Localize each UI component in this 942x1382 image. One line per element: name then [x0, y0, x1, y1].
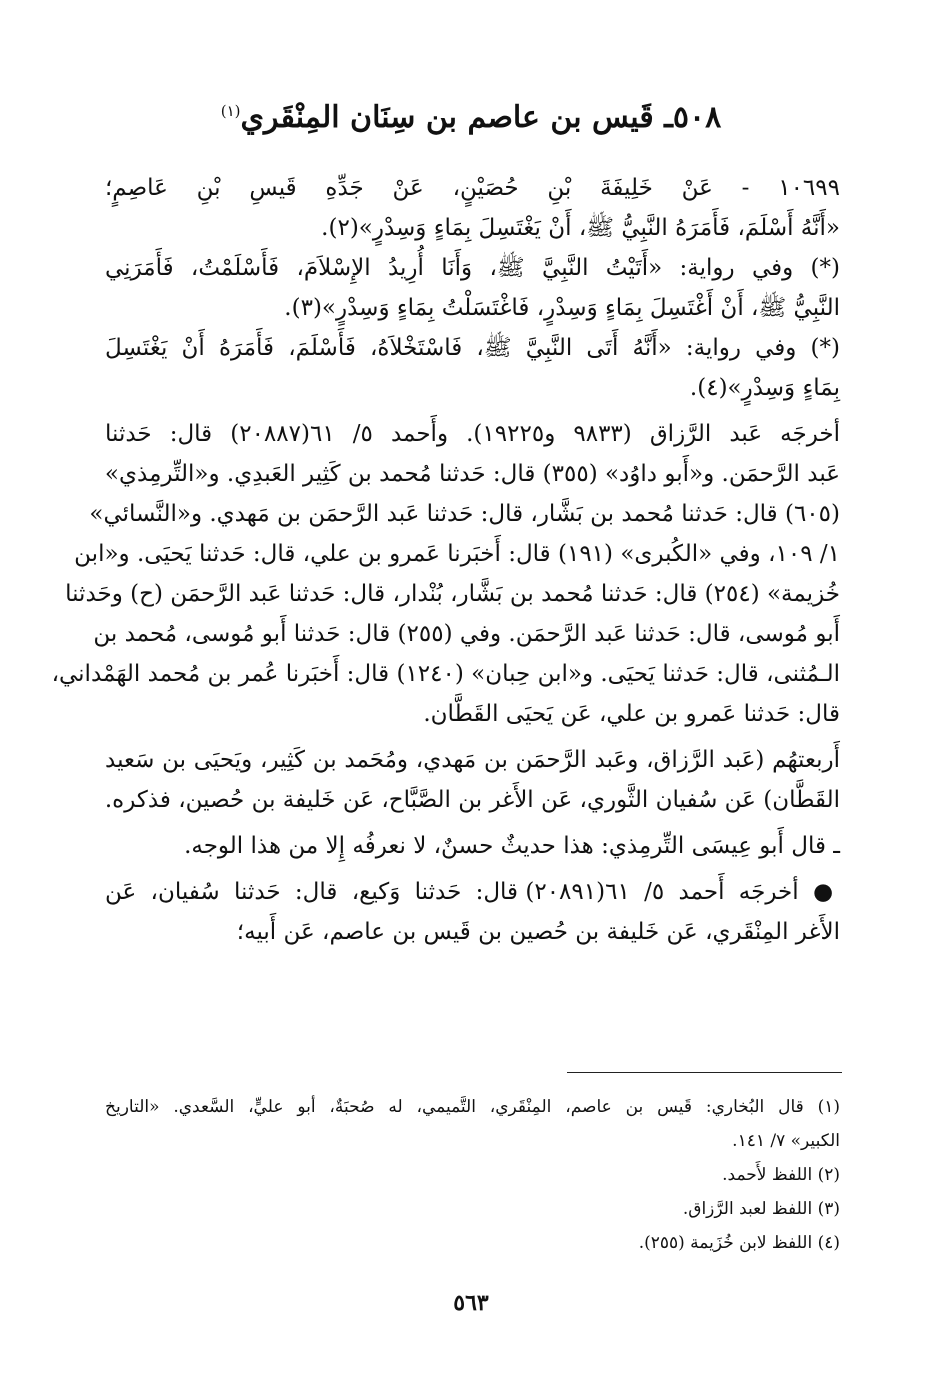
paragraph: [105, 168, 840, 248]
footnote: [105, 1090, 840, 1158]
text-line: النَّبِيُّ ﷺ، أَنْ أَغْتَسِلَ بِمَاءٍ وَسِدْرٍ، فَاغْتَسَلْتُ بِمَاءٍ وَسِدْرٍ»(٣).: [284, 295, 840, 321]
text-line: الأَغر المِنْقَري، عَن خَليفة بن حُصين بن قَيس بن عاصم، عَن أَبيه؛: [236, 919, 840, 945]
text-line: الكبير» ٧/ ١٤١.: [732, 1131, 840, 1151]
footnote-divider: [567, 1072, 842, 1073]
text-line: أَبو مُوسى، قال: حَدثنا عَبد الرَّحمَن. وفي (٢٥٥) قال: حَدثنا أَبو مُوسى، مُحمد بن: [93, 621, 840, 647]
footnote: [105, 1192, 840, 1226]
text-line: ١/ ١٠٩، وفي «الكُبرى» (١٩١) قال: أَخبَرنا عَمرو بن علي، قال: حَدثنا يَحيَى. و«ابن: [74, 541, 840, 567]
text-line: (٦٠٥) قال: حَدثنا مُحمد بن بَشَّار، قال: حَدثنا عَبد الرَّحمَن بن مَهدي. و«النَّسائي»: [89, 501, 840, 527]
paragraph: [105, 872, 840, 952]
text-line: (٣) اللفظ لعبد الرَّزاق.: [682, 1199, 840, 1219]
paragraph: [105, 740, 840, 820]
text-line: (٤) اللفظ لابن خُزَيمة (٢٥٥).: [638, 1233, 840, 1253]
paragraph: [105, 328, 840, 408]
paragraph: [105, 248, 840, 328]
main-text: [51, 168, 841, 958]
text-line: الـمُثنى، قال: حَدثنا يَحيَى. و«ابن حِبان» (١٢٤٠) قال: أَخبَرنا عُمر بن مُحمد الهَمْداني،: [51, 661, 840, 687]
text-line: أَربعتهُم (عَبد الرَّزاق، وعَبد الرَّحمَن بن مَهدي، ومُحَمد بن كَثِير، ويَحيَى بن سَعيد: [105, 747, 840, 773]
footnotes: [105, 1090, 840, 1260]
text-line: «أَنَّهُ أَسْلَمَ، فَأَمَرَهُ النَّبِيُّ ﷺ، أَنْ يَغْتَسِلَ بِمَاءٍ وَسِدْرٍ»(٢).: [321, 215, 840, 241]
text-line: القَطَّان) عَن سُفيان الثَّوري، عَن الأَغر بن الصَّبَّاح، عَن خَليفة بن حُصين، فذكره.: [104, 787, 840, 813]
spacer: [105, 952, 840, 958]
footnote-ref: (١): [220, 102, 241, 120]
paragraph: [51, 414, 840, 734]
text-line: قال: حَدثنا عَمرو بن علي، عَن يَحيَى القَطَّان.: [423, 701, 840, 727]
text-line: ● أخرجَه أَحمد ٥/ ٦١(٢٠٨٩١) قال: حَدثنا وَكيع، قال: حَدثنا سُفيان، عَن: [105, 879, 841, 905]
footnote: [105, 1226, 840, 1260]
text-line: أخرجَه عَبد الرَّزاق (٩٨٣٣ و١٩٢٢٥). وأَحمد ٥/ ٦١(٢٠٨٨٧) قال: حَدثنا: [105, 421, 840, 447]
text-line: (*) وفي رواية: «أَنَّهُ أَتَى النَّبِيَّ ﷺ، فَاسْتَخْلاَهُ، فَأَسْلَمَ، فَأَمَرَهُ أَنْ يَغْتَسِلَ: [105, 335, 840, 361]
text-line: ١٠٦٩٩ - عَنْ خَلِيفَةَ بْنِ حُصَيْنٍ، عَنْ جَدِّهِ قَيسِ بْنِ عَاصِمٍ؛: [105, 175, 840, 201]
page-number: ٥٦٣: [453, 1290, 489, 1316]
chapter-title-text: ٥٠٨ـ قَيس بن عاصم بن سِنَان المِنْقَري: [240, 100, 722, 135]
footnote: [105, 1158, 840, 1192]
text-line: ـ قال أَبو عِيسَى التِّرمِذي: هذا حديثٌ حسنٌ، لا نعرفُه إِلا من هذا الوجه.: [184, 833, 840, 859]
text-line: (١) قال البُخاري: قَيس بن عاصم، المِنْقَري، التَّميمي، له صُحبَةٌ، أبو عليٍّ، السَّعدي. «التاريخ: [105, 1097, 840, 1117]
text-line: (٢) اللفظ لأَحمد.: [722, 1165, 840, 1185]
paragraph: [105, 826, 840, 866]
text-line: (*) وفي رواية: «أَتَيْتُ النَّبِيَّ ﷺ، وَأَنَا أُرِيدُ الإِسْلاَمَ، فَأَسْلَمْتُ، فَأَمَرَنِي: [105, 255, 840, 281]
chapter-title: [0, 100, 942, 135]
text-line: عَبد الرَّحمَن. و«أَبو داوُد» (٣٥٥) قال: حَدثنا مُحمد بن كَثِير العَبدِي. و«التِّرمِذي»: [104, 461, 840, 487]
text-line: خُزيمة» (٢٥٤) قال: حَدثنا مُحمد بن بَشَّار، بُنْدار، قال: حَدثنا عَبد الرَّحمَن (ح) وحَدثنا: [65, 581, 840, 607]
text-line: بِمَاءٍ وَسِدْرٍ»(٤).: [689, 375, 840, 401]
